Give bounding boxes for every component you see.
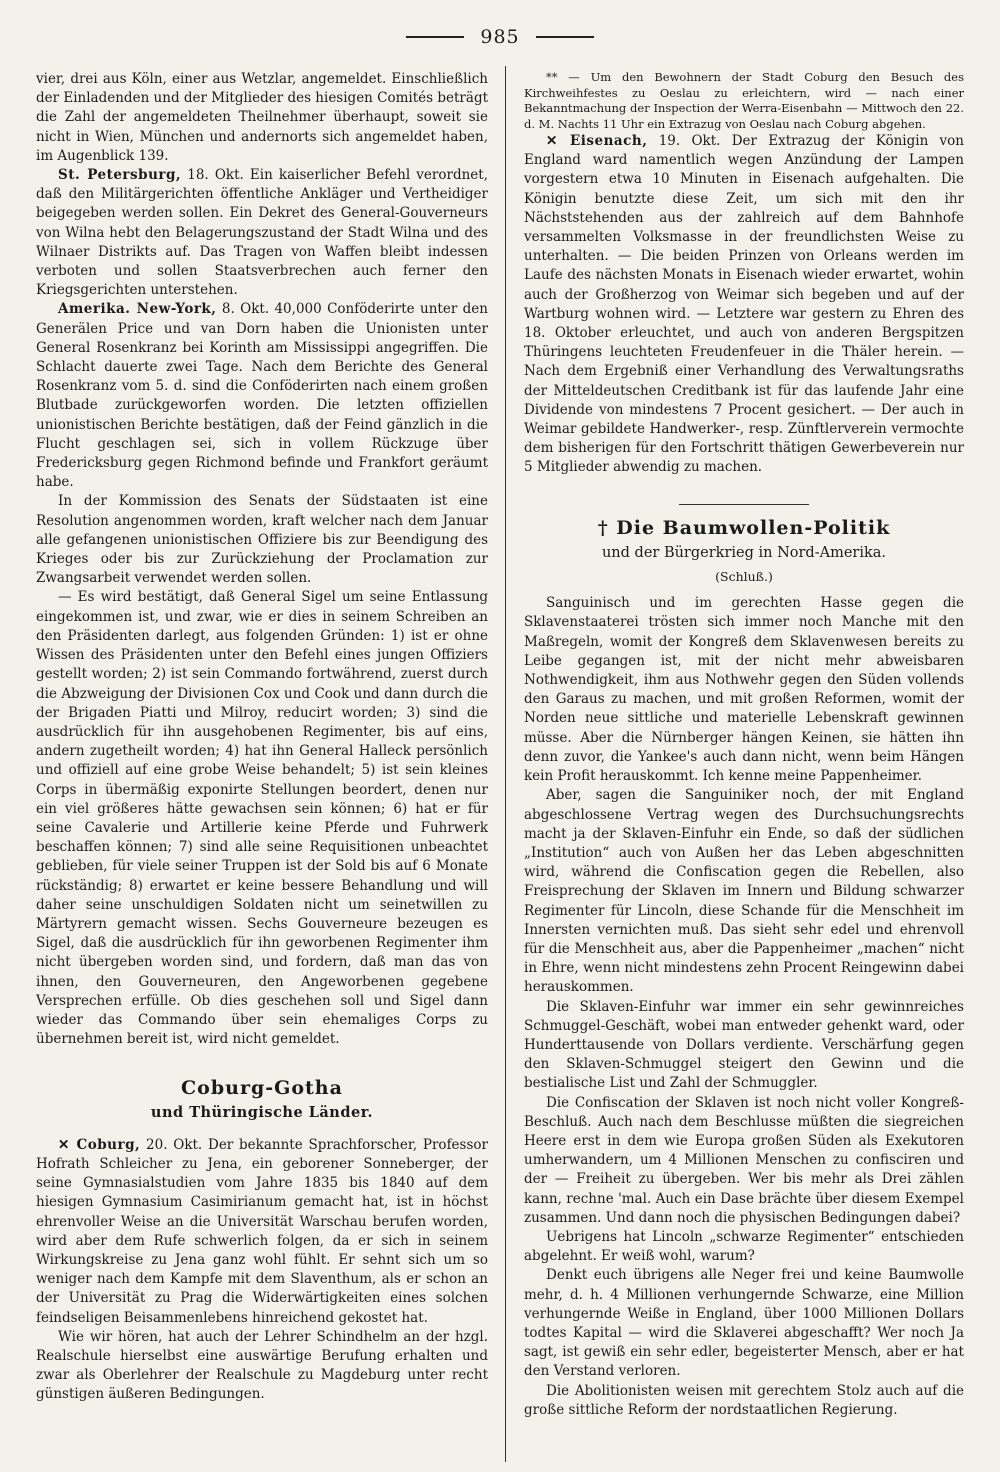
paragraph-text: Wie wir hören, hat auch der Lehrer Schindhelm an der hzgl. Realschule hierselbst eine auswärtige Berufung erhalten und zwar als Oberlehrer der Realschule zu Magdeburg unter recht günstigen äußeren Bedingungen.	[36, 1328, 488, 1403]
paragraph-text: 20. Okt. Der bekannte Sprachforscher, Professor Hofrath Schleicher zu Jena, ein geborener Sonneberger, der seine Gymnasialstudien vom Jahre 1835 bis 1840 auf dem hiesigen Gymnasium Casimirianum gemacht hat, ist in höchst ehrenvoller Weise an die Universität Warschau berufen worden, wird aber dem Rufe schwerlich folgen, da er sich in seinem Wirkungskreise zu Jena ganz wohl fühlt. Er sehnt sich um so weniger nach dem Kampfe mit dem Slaventhum, als er schon an der Universität zu Prag die Widerwärtigkeiten eines solchen feindseligen Beisammenlebens hinreichend gekostet hat.	[36, 1136, 488, 1326]
column-divider	[505, 66, 506, 1462]
paragraph-text: Uebrigens hat Lincoln „schwarze Regimenter“ entschieden abgelehnt. Er weiß wohl, warum?	[524, 1228, 964, 1265]
paragraph-text: 18. Okt. Ein kaiserlicher Befehl verordnet, daß den Militärgerichten öffentliche Ankläger und Vertheidiger beigegeben werden sollen. Ein Dekret des General-Gouverneurs von Wilna hebt den Belagerungszustand der Stadt Wilna und des Wilnaer Distrikts auf. Das Tragen von Waffen bleibt indessen verboten und sollen Staatsverbrechen auch ferner den Kriegsgerichten unterstehen.	[36, 167, 488, 299]
section-heading: Coburg-Gotha	[181, 1077, 343, 1100]
header-rule-left	[406, 36, 464, 38]
page-number: 985	[480, 26, 520, 48]
left-column-articles	[36, 70, 488, 1049]
paragraph	[36, 300, 488, 492]
paragraph	[36, 166, 488, 300]
paragraph	[36, 1136, 488, 1328]
section-articles	[36, 1136, 488, 1405]
right-column	[524, 70, 964, 1460]
paragraph	[524, 1228, 964, 1266]
article-separator	[679, 504, 809, 505]
paragraph-text: Denkt euch übrigens alle Neger frei und keine Baumwolle mehr, d. h. 4 Millionen verhungernde Schwarze, eine Million verhungernde Weiße in England, über 1000 Millionen Dollars todtes Kapital — wird die Sklaverei abgeschafft? Wer noch Ja sagt, ist gewiß ein sehr edler, begeisterter Mensch, aber er hat den Verstand verloren.	[524, 1267, 964, 1380]
right-column-articles	[524, 132, 964, 478]
paragraph	[36, 588, 488, 1049]
section-subheading: und Thüringische Länder.	[150, 1103, 374, 1121]
paragraph-text: Sanguinisch und im gerechten Hasse gegen die Sklavenstaaterei trösten sich immer noch Manche mit den Maßregeln, womit der Kongreß dem Sklavenwesen bereits zu Leibe gegangen ist, mit der nicht mehr abweisbaren Nothwendigkeit, ihm aus Nothwehr gegen den Süden vollends den Garaus zu machen, und mit großen Reformen, womit der Norden neue sittliche und materielle Lebenskraft gewinnen müsse. Aber die Nürnberger hängen Keinen, sie hätten ihn denn zuvor, die Yankee's auch dann nicht, wenn beim Hängen kein Profit herauskommt. Ich kenne meine Pappenheimer.	[524, 595, 964, 785]
paragraph-text: — Es wird bestätigt, daß General Sigel um seine Entlassung eingekommen ist, und zwar, wie er dies in seinem Schreiben an den Präsidenten darlegt, aus folgenden Gründen: 1) ist er ohne Wissen des Präsidenten unter den Befehl eines jungen Offiziers gestellt worden; 2) ist sein Commando fortwährend, zuerst durch die Abzweigung der Divisionen Cox und Cook und dann durch die der Brigaden Piatti und Milroy, reducirt worden; 3) sind die ausdrücklich für ihn ausgehobenen Regimenter, bis auf eins, andern zugetheilt worden; 4) hat ihn General Halleck persönlich und offiziell auf eine grobe Weise behandelt; 5) ist sein kleines Corps in übermäßig exponirte Stellungen beordert, denen nur ein viel größeres hätte gewachsen sein können; 6) hat er für seine Cavalerie und Artillerie keine Pferde und Fuhrwerk beschaffen können; 7) sind alle seine Requisitionen unbeachtet geblieben, für viele seiner Truppen ist der Sold bis auf 6 Monate rückständig; 8) erwartet er keine bessere Behandlung und will daher seine unschuldigen Soldaten nicht um seinetwillen zu Märtyrern gemacht wissen. Sechs Gouverneure bezeugen es Sigel, daß die ausdrücklich für ihn geworbenen Regimenter ihm nicht übergeben worden sind, und fordern, daß man das von ihnen, den Gouverneuren, den Angeworbenen gegebene Versprechen erfülle. Ob dies geschehen soll und Sigel dann wieder das Commando über sein ehemaliges Corps zu übernehmen bereit ist, wird nicht gemeldet.	[36, 589, 488, 1048]
header-rule-right	[536, 36, 594, 38]
paragraph-text: Die Confiscation der Sklaven ist noch nicht voller Kongreß-Beschluß. Auch nach dem Beschlusse müßten die siegreichen Heere erst in dem wie Europa großen Süden als Exekutoren umherwandern, um 4 Millionen Menschen zu confisciren und der — Freiheit zu übergeben. Wer bis mehr als Drei zählen kann, rechne 'mal. Auch ein Dase brächte über diesem Exempel zusammen. Und dann noch die physischen Bedingungen dabei?	[524, 1094, 964, 1226]
article-title: † Die Baumwollen-Politik	[597, 516, 891, 539]
left-column	[36, 70, 488, 1460]
paragraph	[524, 786, 964, 997]
paragraph-text: Die Sklaven-Einfuhr war immer ein sehr gewinnreiches Schmuggel-Geschäft, wobei man entweder gehenkt ward, oder Hunderttausende von Dollars verdiente. Verschärfung gegen den Sklaven-Schmuggel steigert den Gewinn und die bestialische List und Zahl der Schmuggler.	[524, 998, 964, 1092]
paragraph	[524, 1266, 964, 1381]
article-continuation-note: (Schluß.)	[715, 569, 773, 585]
article-subtitle: und der Bürgerkrieg in Nord-Amerika.	[601, 544, 887, 561]
page-header	[0, 22, 1000, 52]
paragraph	[36, 70, 488, 166]
paragraph	[524, 998, 964, 1094]
paragraph-text: 19. Okt. Der Extrazug der Königin von England ward namentlich wegen Anzündung der Lampen vorgestern etwa 10 Minuten in Eisenach aufgehalten. Die Königin benutzte diese Zeit, um sich mit den ihr Nächststehenden aus der zahlreich auf dem Bahnhofe versammelten Volksmasse in der freundlichsten Weise zu unterhalten. — Die beiden Prinzen von Orleans werden im Laufe des nächsten Monats in Eisenach wieder erwartet, wohin auch der Großherzog von Weimar sich begeben und auf der Wartburg wohnen wird. — Letztere war gestern zu Ehren des 18. Oktober erleuchtet, und auch von anderen Bergspitzen Thüringens leuchteten Freudenfeuer in die Thäler herein. — Nach dem Ergebniß einer Verhandlung des Verwaltungsraths der Mitteldeutschen Creditbank ist für das laufende Jahr eine Dividende von mindestens 7 Procent gesichert. — Der auch in Weimar gebildete Handwerker-, resp. Zünftlerverein vermochte dem bisherigen für den Fortschritt thätigen Gewerbeverein nur 5 Mitglieder abwendig zu machen.	[524, 133, 964, 476]
dateline: ✕ Coburg,	[58, 1136, 141, 1153]
paragraph	[36, 492, 488, 588]
paragraph	[524, 1382, 964, 1420]
paragraph-text: In der Kommission des Senats der Südstaaten ist eine Resolution angenommen worden, kraft welcher nach dem Januar alle gefangenen unionistischen Offiziere bis zur Beendigung des Krieges oder bis zur Zurückziehung der Proclamation zur Zwangsarbeit verwendet werden sollen.	[36, 493, 488, 587]
dateline: Amerika. New-York,	[58, 301, 217, 318]
paragraph-text: vier, drei aus Köln, einer aus Wetzlar, angemeldet. Einschließlich der Einladenden und der Mitglieder des hiesigen Comités beträgt die Zahl der angemeldeten Theilnehmer überhaupt, soweit sie nicht in Wien, München und andernorts sich angemeldet haben, im Augenblick 139.	[36, 71, 488, 164]
paragraph	[524, 132, 964, 478]
paragraph-text: Die Abolitionisten weisen mit gerechtem Stolz auch auf die große sittliche Reform der nordstaatlichen Regierung.	[524, 1382, 964, 1418]
notice-paragraph: ** — Um den Bewohnern der Stadt Coburg den Besuch des Kirchweihfestes zu Oeslau zu erleichtern, wird — nach einer Bekanntmachung der Inspection der Werra-Eisenbahn — Mittwoch den 22. d. M. Nachts 11 Uhr ein Extrazug von Oeslau nach Coburg abgehen.	[524, 70, 964, 131]
dateline: ✕ Eisenach,	[546, 133, 648, 149]
paragraph	[524, 594, 964, 786]
paragraph	[36, 1328, 488, 1405]
article-body	[524, 594, 964, 1420]
paragraph-text: Aber, sagen die Sanguiniker noch, der mit England abgeschlossene Vertrag wegen des Durchsuchungsrechts macht ja der Sklaven-Einfuhr ein Ende, so daß der südlichen „Institution“ auch von Außen her das Leben abgeschnitten wird, während die Confiscation gegen die Rebellen, also Freisprechung der Sklaven im Innern und Bildung schwarzer Regimenter für Lincoln, diese Schande für die Menschheit im Innersten vernichten muß. Das sieht sehr edel und ehrenvoll für die Menschheit aus, aber die Pappenheimer „machen“ nicht in Ehre, wenn nicht mindestens zehn Procent Reingewinn dabei herauskommen.	[524, 787, 964, 996]
paragraph	[524, 1094, 964, 1228]
paragraph-text: 8. Okt. 40,000 Conföderirte unter den Generälen Price und van Dorn haben die Unionisten unter General Rosenkranz bei Korinth am Mississippi angegriffen. Die Schlacht dauerte zwei Tage. Nach dem Berichte des General Rosenkranz vom 5. d. sind die Conföderirten nach einem großen Blutbade zurückgeworfen worden. Die letzten offiziellen unionistischen Berichte bestätigen, daß der Feind gänzlich in die Flucht geschlagen sei, sich in vollem Rückzuge über Fredericksburg gegen Richmond befinde und Frankfort geräumt habe.	[36, 301, 488, 491]
dateline: St. Petersburg,	[58, 167, 182, 184]
